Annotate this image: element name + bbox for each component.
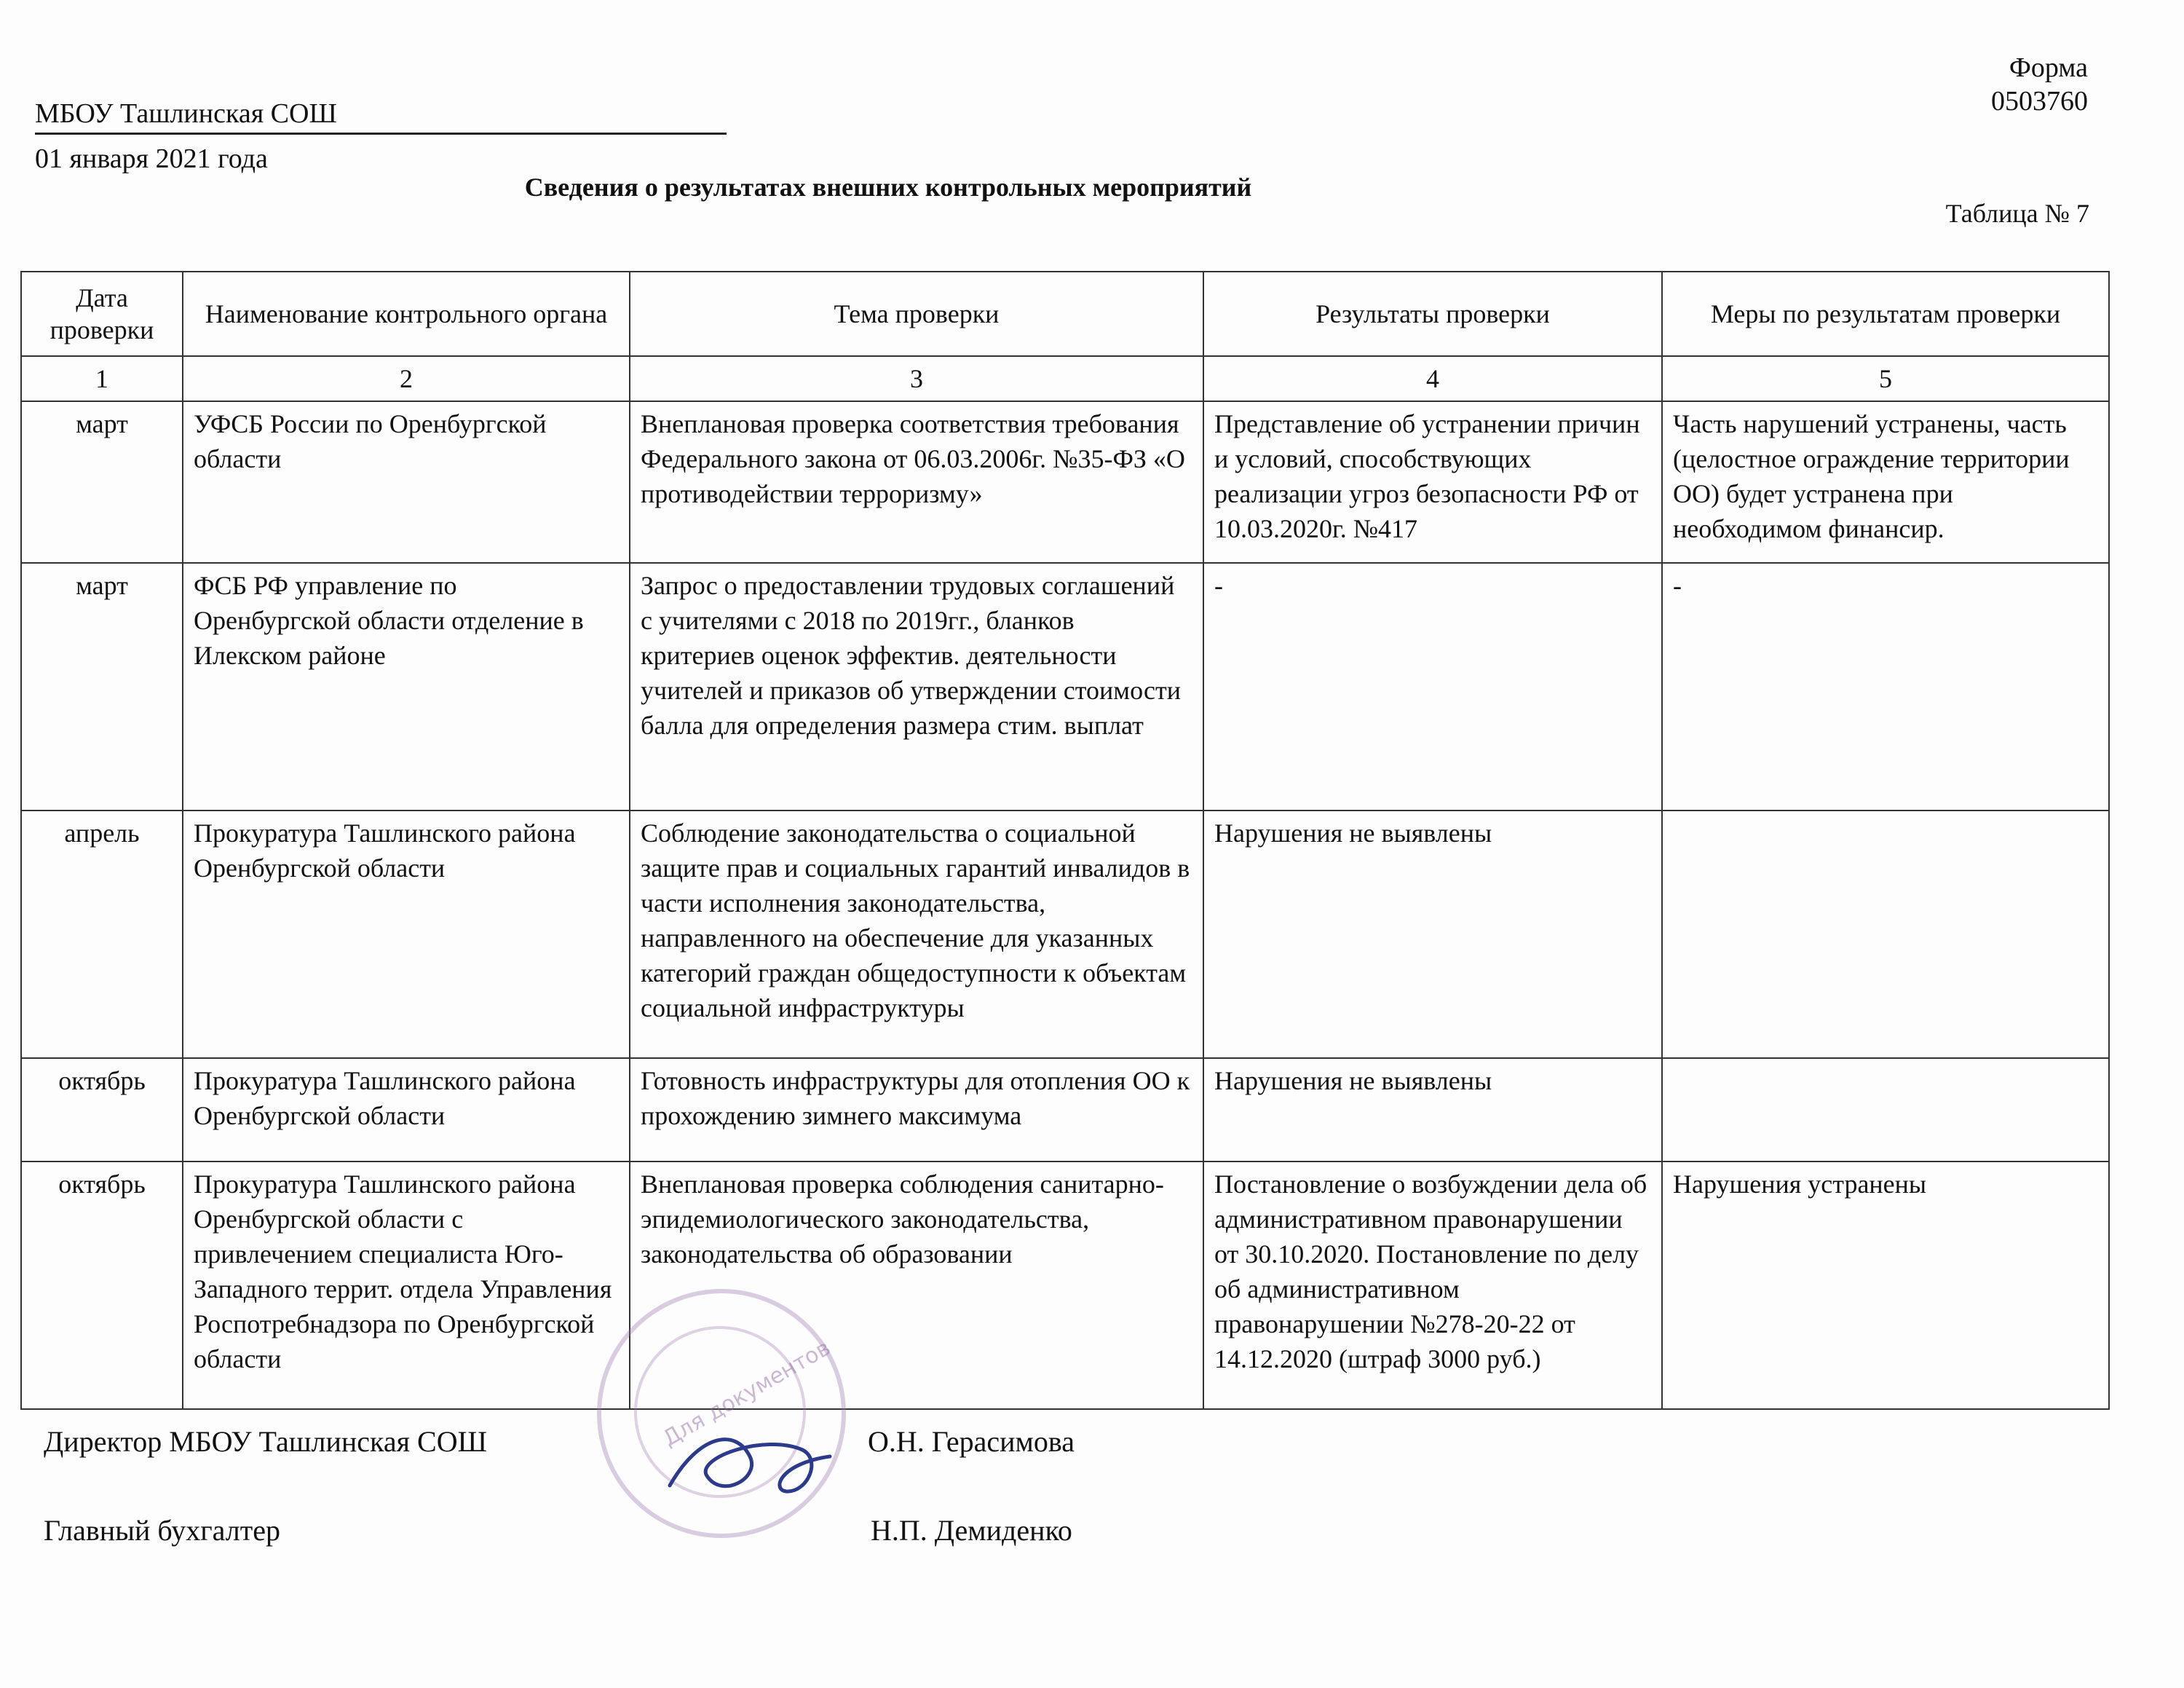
row-measures: Нарушения устранены [1662, 1162, 2109, 1409]
column-number: 3 [630, 356, 1203, 401]
row-result: - [1203, 563, 1662, 811]
row-topic: Запрос о предоставлении трудовых соглашений с учителями с 2018 по 2019гг., бланков критериев оценок эффектив. деятельности учителей и приказов об утверждении стоимости балла для определения размера стим. выплат [630, 563, 1203, 811]
row-measures [1662, 1058, 2109, 1162]
row-date: апрель [21, 811, 183, 1058]
row-result: Постановление о возбуждении дела об административном правонарушении от 30.10.2020. Постановление по делу об административном правонарушении №278-20-22 от 14.12.2020 (штраф 3000 руб.) [1203, 1162, 1662, 1409]
director-name: О.Н. Герасимова [868, 1425, 1075, 1458]
form-label: Форма [2009, 52, 2088, 83]
row-date: октябрь [21, 1162, 183, 1409]
row-topic: Соблюдение законодательства о социальной защите прав и социальных гарантий инвалидов в части исполнения законодательства, направленного на обеспечение для указанных категорий граждан общедоступности к объектам социальной инфраструктуры [630, 811, 1203, 1058]
table-row [21, 811, 2109, 1058]
row-organ: Прокуратура Ташлинского района Оренбургской области с привлечением специалиста Юго-Западного террит. отдела Управления Роспотребнадзора по Оренбургской области [183, 1162, 630, 1409]
header-measures: Меры по результатам проверки [1662, 272, 2109, 356]
table-row [21, 401, 2109, 563]
row-measures: Часть нарушений устранены, часть (целостное ограждение территории ОО) будет устранена при необходимом финансир. [1662, 401, 2109, 563]
report-date: 01 января 2021 года [35, 143, 268, 174]
table-row [21, 563, 2109, 811]
row-topic: Готовность инфраструктуры для отопления ОО к прохождению зимнего максимума [630, 1058, 1203, 1162]
director-title: Директор МБОУ Ташлинская СОШ [44, 1425, 487, 1458]
row-organ: Прокуратура Ташлинского района Оренбургской области [183, 811, 630, 1058]
row-organ: Прокуратура Ташлинского района Оренбургской области [183, 1058, 630, 1162]
column-number: 2 [183, 356, 630, 401]
column-number: 4 [1203, 356, 1662, 401]
organization-name: МБОУ Ташлинская СОШ [35, 98, 727, 135]
row-measures [1662, 811, 2109, 1058]
form-code: 0503760 [1991, 86, 2088, 117]
row-date: март [21, 563, 183, 811]
form-block [1991, 51, 2088, 118]
accountant-title: Главный бухгалтер [44, 1514, 280, 1547]
row-topic: Внеплановая проверка соблюдения санитарно-эпидемиологического законодательства, законодательства об образовании [630, 1162, 1203, 1409]
document-title: Сведения о результатах внешних контрольных мероприятий [524, 173, 1252, 202]
column-number: 5 [1662, 356, 2109, 401]
column-number: 1 [21, 356, 183, 401]
row-organ: УФСБ России по Оренбургской области [183, 401, 630, 563]
row-result: Представление об устранении причин и условий, способствующих реализации угроз безопасности РФ от 10.03.2020г. №417 [1203, 401, 1662, 563]
row-organ: ФСБ РФ управление по Оренбургской области отделение в Илекском районе [183, 563, 630, 811]
row-date: октябрь [21, 1058, 183, 1162]
row-topic: Внеплановая проверка соответствия требования Федерального закона от 06.03.2006г. №35-ФЗ «О противодействии терроризму» [630, 401, 1203, 563]
header-organ: Наименование контрольного органа [183, 272, 630, 356]
row-result: Нарушения не выявлены [1203, 1058, 1662, 1162]
table-row [21, 1162, 2109, 1409]
table-row [21, 1058, 2109, 1162]
header-topic: Тема проверки [630, 272, 1203, 356]
row-result: Нарушения не выявлены [1203, 811, 1662, 1058]
column-number-row [21, 356, 2109, 401]
accountant-name: Н.П. Демиденко [871, 1514, 1072, 1547]
header-date: Дата проверки [21, 272, 183, 356]
row-date: март [21, 401, 183, 563]
header-result: Результаты проверки [1203, 272, 1662, 356]
row-measures: - [1662, 563, 2109, 811]
stamp-text: Для документов [658, 1335, 835, 1452]
inspections-table [20, 271, 2110, 1410]
table-number: Таблица № 7 [1945, 199, 2089, 228]
director-signature [655, 1405, 844, 1522]
table-header-row [21, 272, 2109, 356]
